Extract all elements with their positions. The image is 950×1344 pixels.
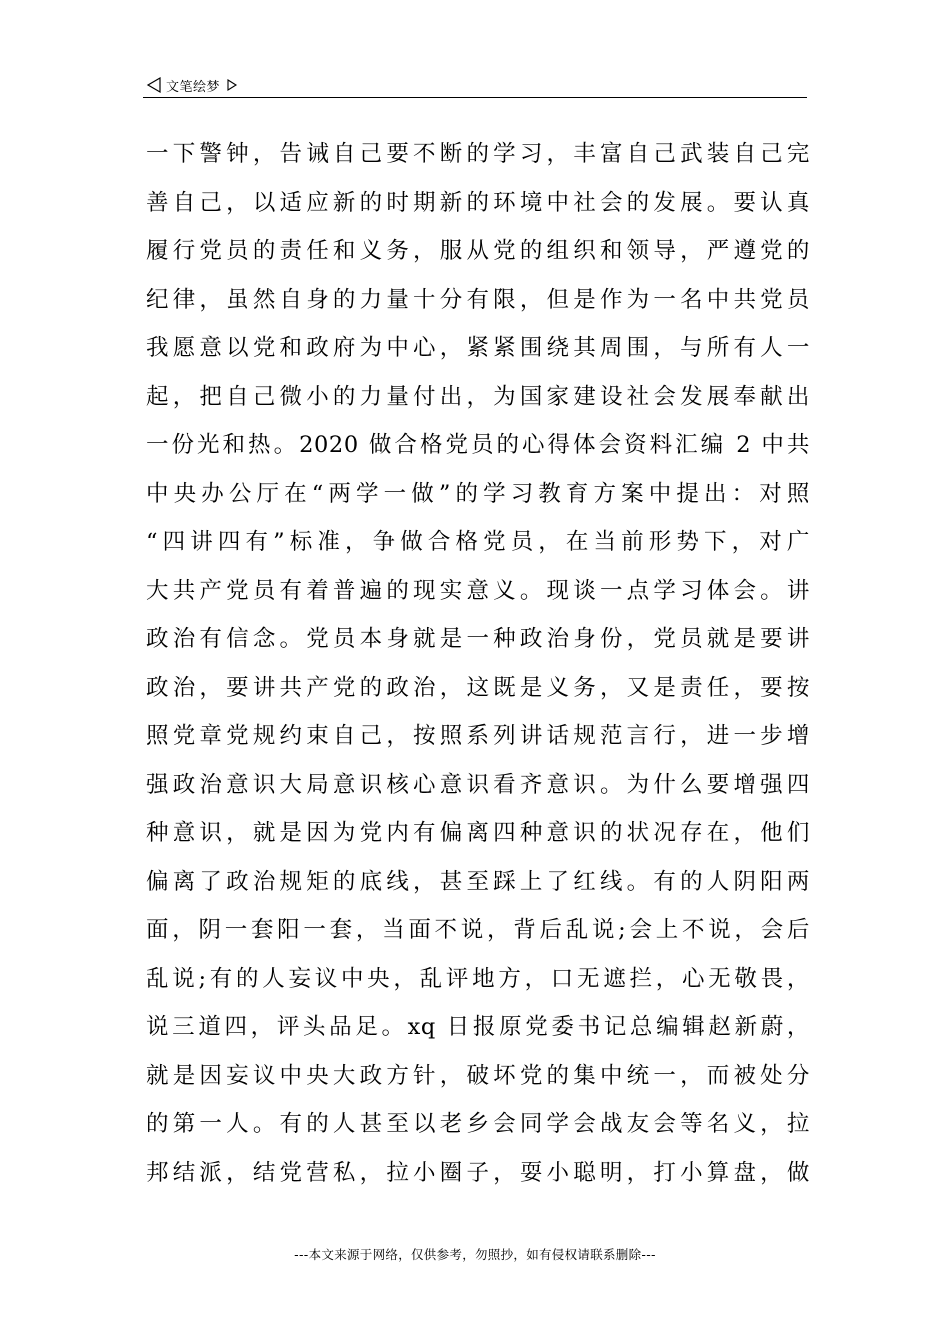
text-line: 政治，要讲共产党的政治，这既是义务，又是责任，要按 — [146, 674, 810, 701]
text-line: 面，阴一套阳一套，当面不说，背后乱说;会上不说，会后 — [146, 917, 810, 943]
text-line: 起，把自己微小的力量付出，为国家建设社会发展奉献出 — [146, 383, 810, 410]
text-line: 一下警钟，告诫自己要不断的学习，丰富自己武装自己完 — [146, 141, 810, 167]
page-footer-disclaimer: ---本文来源于网络，仅供参考，勿照抄，如有侵权请联系删除--- — [294, 1247, 656, 1262]
text-line: 乱说;有的人妄议中央，乱评地方，口无遮拦，心无敬畏， — [146, 965, 810, 992]
text-line: 强政治意识大局意识核心意识看齐意识。为什么要增强四 — [146, 771, 810, 798]
text-line: 种意识，就是因为党内有偏离四种意识的状况存在，他们 — [146, 820, 810, 846]
text-line: 我愿意以党和政府为中心，紧紧围绕其周围，与所有人一 — [146, 335, 810, 361]
text-line: 中央办公厅在“两学一做”的学习教育方案中提出：对照 — [146, 480, 810, 507]
header-brand: 文笔绘梦 — [166, 79, 221, 95]
text-line: 善自己，以适应新的时期新的环境中社会的发展。要认真 — [146, 189, 810, 216]
text-line: 政治有信念。党员本身就是一种政治身份，党员就是要讲 — [146, 626, 810, 652]
text-line: 邦结派，结党营私，拉小圈子，耍小聪明，打小算盘，做 — [146, 1159, 810, 1186]
text-line: 照党章党规约束自己，按照系列讲话规范言行，进一步增 — [146, 723, 810, 749]
text-line: 就是因妄议中央大政方针，破坏党的集中统一，而被处分 — [146, 1062, 810, 1089]
page-header — [146, 72, 806, 98]
text-line: 一份光和热。2020 做合格党员的心得体会资料汇编 2 中共 — [146, 432, 810, 458]
triangle-right-outline-icon — [226, 78, 238, 92]
text-line: 偏离了政治规矩的底线，甚至踩上了红线。有的人阴阳两 — [146, 868, 810, 895]
text-line: 履行党员的责任和义务，服从党的组织和领导，严遵党的 — [146, 238, 810, 264]
text-line: 说三道四，评头品足。xq 日报原党委书记总编辑赵新蔚， — [146, 1014, 810, 1040]
text-line: “四讲四有”标准，争做合格党员，在当前形势下，对广 — [146, 529, 810, 555]
text-line: 大共产党员有着普遍的现实意义。现谈一点学习体会。讲 — [146, 577, 810, 604]
text-line: 的第一人。有的人甚至以老乡会同学会战友会等名义，拉 — [146, 1111, 810, 1137]
header-divider — [143, 97, 807, 98]
triangle-left-outline-icon — [146, 76, 162, 94]
document-body — [146, 130, 810, 1197]
text-line: 纪律，虽然自身的力量十分有限，但是作为一名中共党员 — [146, 286, 810, 313]
